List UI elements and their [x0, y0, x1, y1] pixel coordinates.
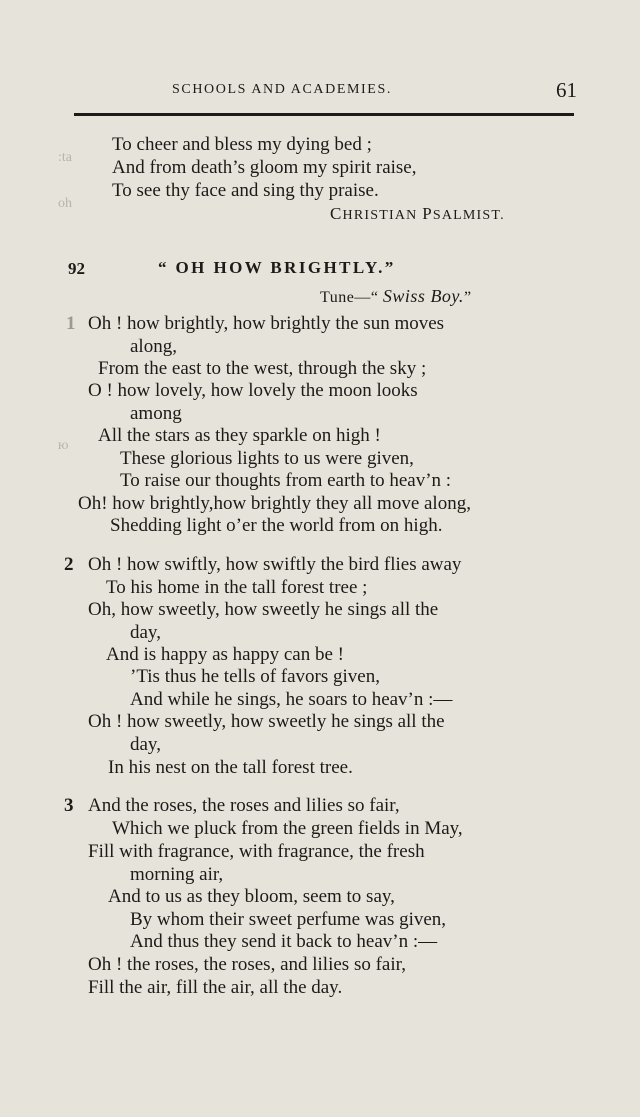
verse-line: And from death’s gloom my spirit raise, [112, 157, 417, 178]
verse-line: And is happy as happy can be ! [106, 644, 344, 665]
attribution-text: SALMIST. [432, 208, 505, 223]
bleed-through-mark: ю [58, 438, 69, 453]
page-number: 61 [556, 78, 577, 102]
verse-line: Which we pluck from the green fields in May, [112, 818, 463, 839]
bleed-through-mark: :ta [58, 150, 72, 165]
tune-name: Swiss Boy. [382, 286, 464, 306]
verse-line: To cheer and bless my dying bed ; [112, 134, 372, 155]
running-header [0, 78, 640, 108]
running-header-title: SCHOOLS AND ACADEMIES. [172, 82, 392, 97]
verse-line: day, [130, 734, 161, 755]
verse-line: among [130, 403, 182, 424]
verse-line: And to us as they bloom, seem to say, [108, 886, 395, 907]
verse-line: Fill the air, fill the air, all the day. [88, 977, 343, 998]
verse-line: And the roses, the roses and lilies so fair, [88, 795, 400, 816]
attribution [330, 204, 505, 224]
verse-line: ’Tis thus he tells of favors given, [130, 666, 380, 687]
hymn-number: 92 [68, 259, 85, 278]
verse-line: Oh ! how swiftly, how swiftly the bird flies away [88, 554, 462, 575]
verse-line: And while he sings, he soars to heav’n :— [130, 689, 453, 710]
attribution-initial: P [422, 204, 433, 223]
verse-line: To raise our thoughts from earth to heav’n : [120, 470, 452, 491]
tune-close: ” [463, 289, 472, 306]
verse-line: All the stars as they sparkle on high ! [98, 425, 381, 446]
verse-line: Oh ! how sweetly, how sweetly he sings all the [88, 711, 445, 732]
verse-line: Oh ! how brightly, how brightly the sun moves [88, 313, 445, 334]
verse-line: Oh ! the roses, the roses, and lilies so fair, [88, 954, 406, 975]
verse-line: O ! how lovely, how lovely the moon looks [88, 380, 418, 401]
verse-line: Oh! how brightly,how brightly they all move along, [78, 493, 471, 514]
verse-line: day, [130, 622, 161, 643]
verse-line: Shedding light o’er the world from on high. [110, 515, 443, 536]
attribution-text: HRISTIAN [342, 208, 418, 223]
attribution-initial: C [330, 204, 343, 223]
header-rule [74, 113, 574, 116]
tune-label: Tune—“ [320, 289, 379, 306]
verse-line: Fill with fragrance, with fragrance, the fresh [88, 841, 425, 862]
bleed-through-mark: oh [58, 196, 72, 211]
verse-line: These glorious lights to us were given, [120, 448, 414, 469]
stanza-number: 1 [66, 313, 76, 334]
verse-line: Oh, how sweetly, how sweetly he sings all the [88, 599, 439, 620]
verse-line: along, [130, 336, 177, 357]
verse-line: From the east to the west, through the sky ; [98, 358, 427, 379]
verse-line: In his nest on the tall forest tree. [108, 757, 353, 778]
stanza-number: 3 [64, 795, 74, 816]
verse-line: To see thy face and sing thy praise. [112, 180, 379, 201]
stanza-number: 2 [64, 554, 74, 575]
tune-line [320, 286, 472, 307]
verse-line: To his home in the tall forest tree ; [106, 577, 368, 598]
verse-line: And thus they send it back to heav’n :— [130, 931, 438, 952]
verse-line: morning air, [130, 864, 224, 885]
verse-line: By whom their sweet perfume was given, [130, 909, 447, 930]
hymn-title: “ OH HOW BRIGHTLY.” [158, 258, 396, 277]
